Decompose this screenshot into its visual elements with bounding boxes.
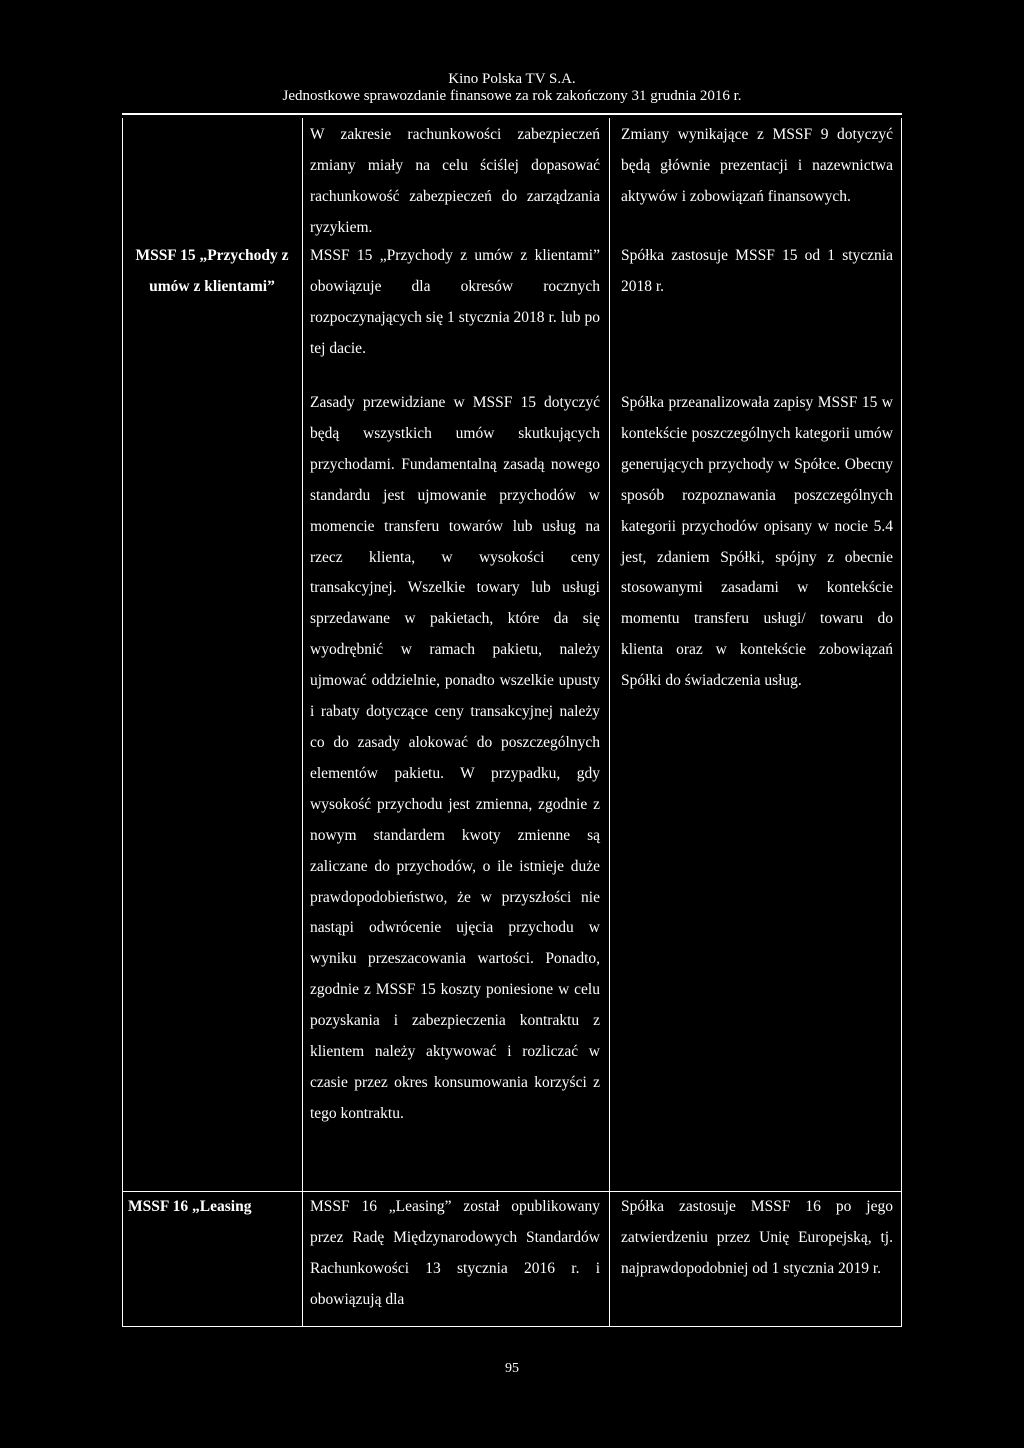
table-divider-1 <box>302 118 303 1326</box>
ifrs15-adoption: Spółka zastosuje MSSF 15 od 1 stycznia 2018 r. <box>621 247 893 295</box>
ifrs15-principles: Zasady przewidziane w MSSF 15 dotyczyć będą wszystkich umów skutkujących przychodami. Fundamentalną zasadą nowego standardu jest ujmowanie przychodów w momencie transferu towarów lub usług na rzecz klienta, w wysokości ceny transakcyjnej. Wszelkie towary lub usługi sprzedawane w pakietach, które da się wyodrębnić w ramach pakietu, należy ujmować oddzielnie, ponadto wszelkie upusty i rabaty dotyczące ceny transakcyjnej należy co do zasady alokować do poszczególnych elementów pakietu. W przypadku, gdy wysokość przychodu jest zmienna, zgodnie z nowym standardem kwoty zmienne są zaliczane do przychodów, o ile istnieje duże prawdopodobieństwo, że w przyszłości nie nastąpi odwrócenie ujęcia przychodu w wyniku przeszacowania wartości. Ponadto, zgodnie z MSSF 15 koszty poniesione w celu pozyskania i zabezpieczenia kontraktu z klientem należy aktywować i rozliczać w czasie przez okres konsumowania korzyści z tego kontraktu. <box>310 394 600 1122</box>
ifrs15-effective-date: MSSF 15 „Przychody z umów z klientami” obowiązuje dla okresów rocznych rozpoczynających się 1 stycznia 2018 r. lub po tej dacie. <box>310 247 600 357</box>
table-border-right <box>901 118 902 1326</box>
ifrs15-analysis: Spółka przeanalizowała zapisy MSSF 15 w kontekście poszczególnych kategorii umów generujących przychody w Spółce. Obecny sposób rozpoznawania poszczególnych kategorii przychodów opisany w nocie 5.4 jest, zdaniem Spółki, spójny z obecnie stosowanymi zasadami w kontekście momentu transferu usługi/ towaru do klienta oraz w kontekście zobowiązań Spółki do świadczenia usług. <box>621 394 893 690</box>
ifrs16-standard-name: MSSF 16 „Leasing <box>128 1198 252 1215</box>
table-border-bottom <box>122 1326 902 1327</box>
header-rule <box>122 113 902 115</box>
page-number: 95 <box>505 1361 519 1376</box>
company-name: Kino Polska TV S.A. <box>448 71 576 87</box>
ifrs16-adoption: Spółka zastosuje MSSF 16 po jego zatwierdzeniu przez Unię Europejską, tj. najprawdopodobniej od 1 stycznia 2019 r. <box>621 1198 893 1277</box>
table-divider-2 <box>609 118 610 1326</box>
report-title: Jednostkowe sprawozdanie finansowe za rok zakończony 31 grudnia 2016 r. <box>282 88 742 104</box>
ifrs9-impact: Zmiany wynikające z MSSF 9 dotyczyć będą głównie prezentacji i nazewnictwa aktywów i zobowiązań finansowych. <box>621 126 893 205</box>
ifrs15-standard-name: MSSF 15 „Przychody z umów z klientami” <box>135 247 289 295</box>
hedging-description: W zakresie rachunkowości zabezpieczeń zmiany miały na celu ściślej dopasować rachunkowość zabezpieczeń do zarządzania ryzykiem. <box>310 126 600 236</box>
ifrs16-description: MSSF 16 „Leasing” został opublikowany przez Radę Międzynarodowych Standardów Rachunkowości 13 stycznia 2016 r. i obowiązują dla <box>310 1198 600 1308</box>
